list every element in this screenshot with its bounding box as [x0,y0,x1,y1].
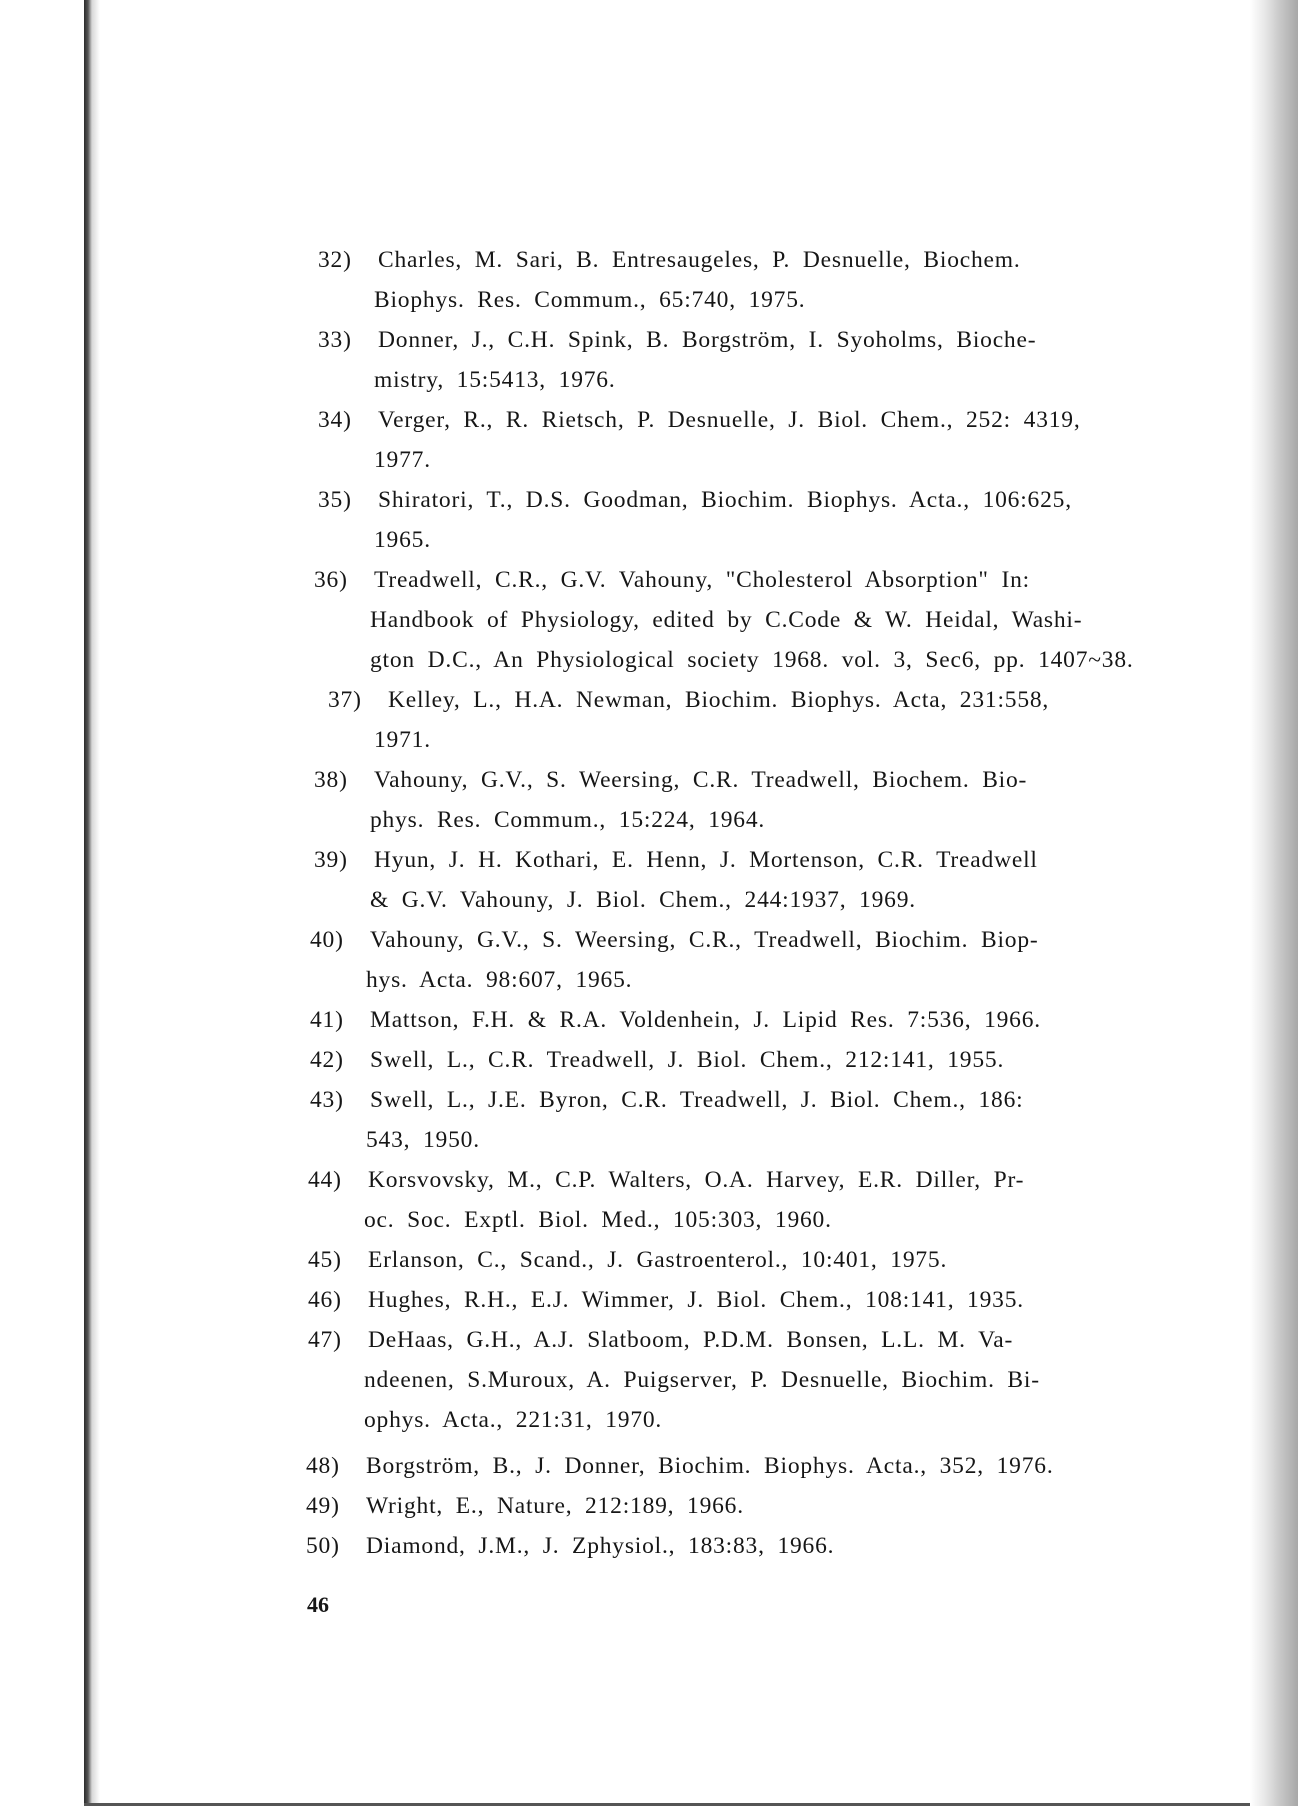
reference-line: 1965. [374,527,431,553]
binding-shadow-left [84,0,100,1806]
reference-line: Mattson, F.H. & R.A. Voldenhein, J. Lipid Res. 7:536, 1966. [370,1007,1041,1033]
reference-item [314,760,1118,840]
reference-item [310,1000,1118,1040]
reference-number: 43) [310,1087,344,1113]
reference-line: gton D.C., An Physiological society 1968. vol. 3, Sec6, pp. 1407~38. [370,647,1134,673]
reference-line: 1971. [374,727,431,753]
reference-item [308,1280,1118,1320]
reference-number: 46) [308,1287,342,1313]
reference-line: Handbook of Physiology, edited by C.Code & W. Heidal, Washi- [370,607,1083,633]
reference-line: DeHaas, G.H., A.J. Slatboom, P.D.M. Bonsen, L.L. M. Va- [368,1327,1014,1353]
reference-line: Biophys. Res. Commum., 65:740, 1975. [374,287,806,313]
reference-number: 34) [318,407,352,433]
reference-line: Vahouny, G.V., S. Weersing, C.R., Treadwell, Biochim. Biop- [370,927,1039,953]
reference-line: oc. Soc. Exptl. Biol. Med., 105:303, 1960. [364,1207,832,1233]
reference-line: 543, 1950. [366,1127,480,1153]
reference-number: 36) [314,567,348,593]
reference-line: Treadwell, C.R., G.V. Vahouny, "Cholesterol Absorption" In: [374,567,1030,593]
reference-item [306,1446,1118,1486]
reference-line: Charles, M. Sari, B. Entresaugeles, P. Desnuelle, Biochem. [378,247,1021,273]
reference-number: 48) [306,1453,340,1479]
reference-item [318,240,1118,320]
reference-line: & G.V. Vahouny, J. Biol. Chem., 244:1937, 1969. [370,887,916,913]
reference-number: 44) [308,1167,342,1193]
reference-number: 39) [314,847,348,873]
reference-line: Borgström, B., J. Donner, Biochim. Biophys. Acta., 352, 1976. [366,1453,1054,1479]
reference-item [314,840,1118,920]
reference-item [310,1080,1118,1160]
reference-item [314,560,1134,680]
reference-number: 40) [310,927,344,953]
reference-number: 49) [306,1493,340,1519]
reference-number: 35) [318,487,352,513]
reference-item [308,1160,1118,1240]
reference-line: Shiratori, T., D.S. Goodman, Biochim. Biophys. Acta., 106:625, [378,487,1072,513]
reference-line: mistry, 15:5413, 1976. [374,367,616,393]
reference-number: 33) [318,327,352,353]
reference-list [306,240,1134,1566]
reference-item [306,1486,1118,1526]
reference-number: 41) [310,1007,344,1033]
reference-line: Hyun, J. H. Kothari, E. Henn, J. Mortenson, C.R. Treadwell [374,847,1038,873]
reference-item [310,920,1118,1000]
reference-line: Swell, L., J.E. Byron, C.R. Treadwell, J. Biol. Chem., 186: [370,1087,1024,1113]
reference-line: Korsvovsky, M., C.P. Walters, O.A. Harvey, E.R. Diller, Pr- [368,1167,1025,1193]
reference-item [308,1240,1118,1280]
reference-number: 50) [306,1533,340,1559]
reference-line: hys. Acta. 98:607, 1965. [366,967,633,993]
reference-item [318,320,1118,400]
reference-line: Vahouny, G.V., S. Weersing, C.R. Treadwell, Biochem. Bio- [374,767,1028,793]
reference-line: Swell, L., C.R. Treadwell, J. Biol. Chem., 212:141, 1955. [370,1047,1005,1073]
reference-line: Kelley, L., H.A. Newman, Biochim. Biophys. Acta, 231:558, [388,687,1050,713]
reference-line: Erlanson, C., Scand., J. Gastroenterol., 10:401, 1975. [368,1247,948,1273]
reference-number: 45) [308,1247,342,1273]
reference-line: ndeenen, S.Muroux, A. Puigserver, P. Desnuelle, Biochim. Bi- [364,1367,1040,1393]
reference-line: ophys. Acta., 221:31, 1970. [364,1407,663,1433]
page-edge-shadow-right [1250,0,1298,1806]
reference-item [310,1040,1118,1080]
reference-line: 1977. [374,447,431,473]
reference-number: 38) [314,767,348,793]
reference-line: Donner, J., C.H. Spink, B. Borgström, I. Syoholms, Bioche- [378,327,1037,353]
reference-number: 42) [310,1047,344,1073]
reference-item [328,680,1118,760]
reference-item [306,1526,1118,1566]
reference-item [318,400,1118,480]
reference-number: 37) [328,687,362,713]
reference-line: Hughes, R.H., E.J. Wimmer, J. Biol. Chem., 108:141, 1935. [368,1287,1024,1313]
reference-item [308,1320,1118,1440]
reference-line: Diamond, J.M., J. Zphysiol., 183:83, 1966. [366,1533,835,1559]
reference-number: 47) [308,1327,342,1353]
reference-line: Wright, E., Nature, 212:189, 1966. [366,1493,744,1519]
page-number: 46 [307,1592,329,1617]
reference-line: phys. Res. Commum., 15:224, 1964. [370,807,766,833]
reference-line: Verger, R., R. Rietsch, P. Desnuelle, J. Biol. Chem., 252: 4319, [378,407,1081,433]
reference-item [318,480,1118,560]
reference-number: 32) [318,247,352,273]
